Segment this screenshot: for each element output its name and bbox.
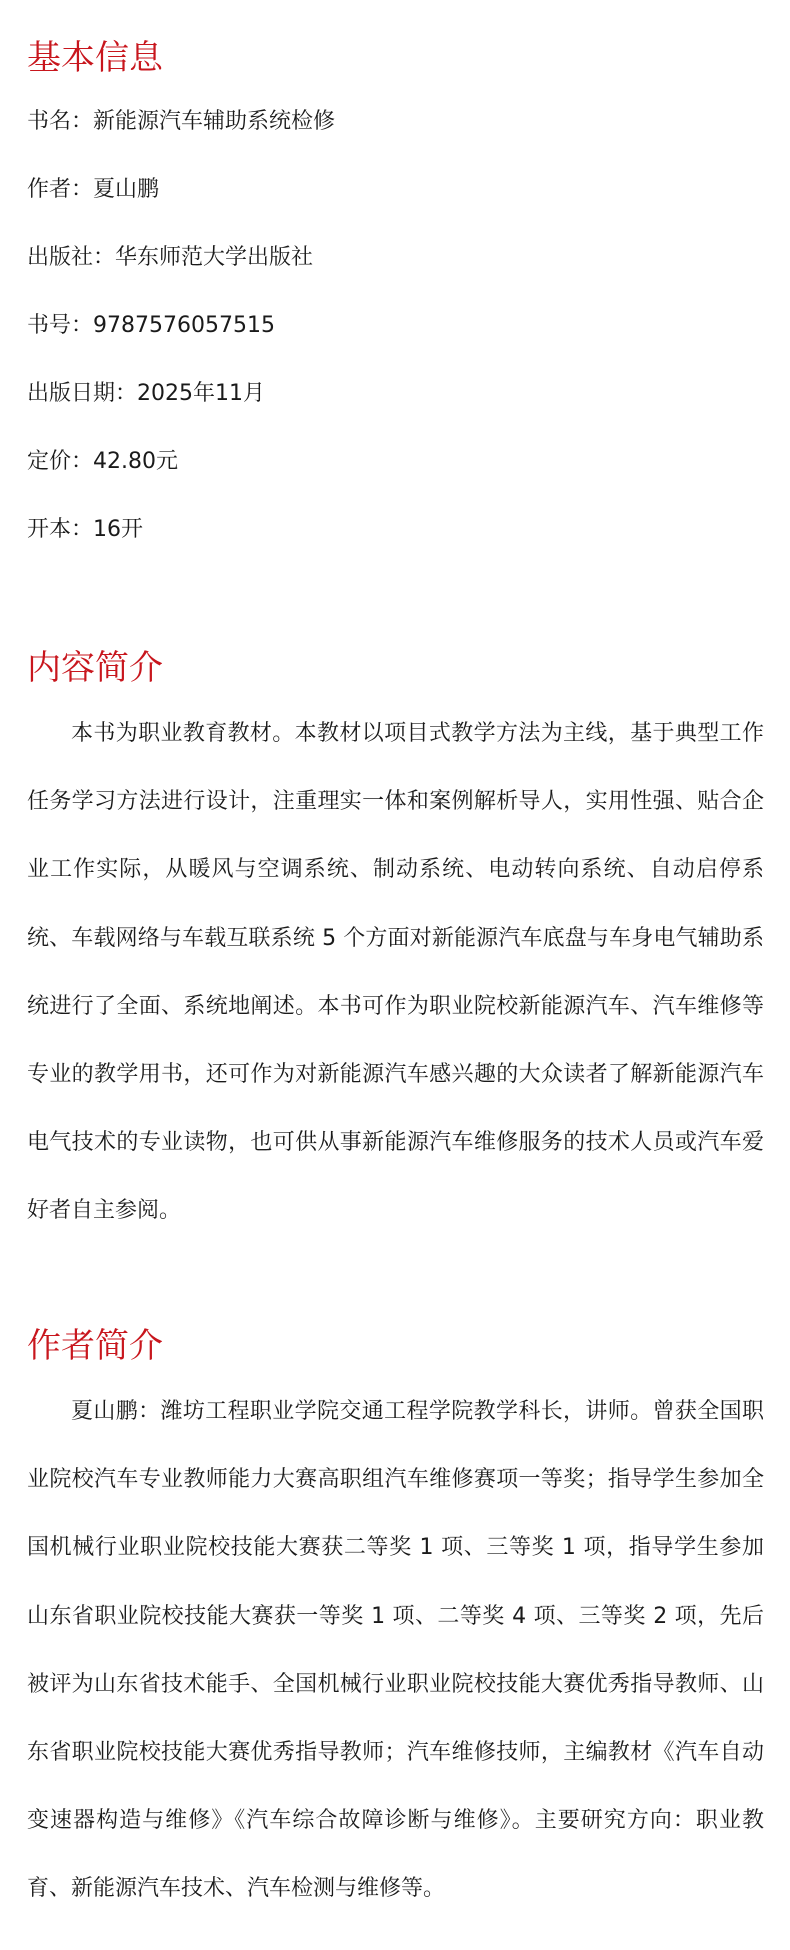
content-intro-paragraph: 本书为职业教育教材。本教材以项目式教学方法为主线，基于典型工作任务学习方法进行设计，注重理实一体和案例解析导人，实用性强、贴合企业工作实际，从暖风与空调系统、制动系统、电动转向系统、自动启停系统、车载网络与车载互联系统 5 个方面对新能源汽车底盘与车身电气辅助系统进行了全面、系统地阐述。本书可作为职业院校新能源汽车、汽车维修等专业的教学用书，还可作为对新能源汽车感兴趣的大众读者了解新能源汽车电气技术的专业读物，也可供从事新能源汽车维修服务的技术人员或汽车爱好者自主参阅。 <box>27 721 764 1224</box>
info-row-publish-date: 出版日期：2025年11月 <box>27 381 265 406</box>
author-intro-section <box>27 1316 764 1924</box>
info-row-format: 开本：16开 <box>27 517 143 542</box>
content-intro-section <box>27 638 764 1246</box>
basic-info-section <box>27 28 764 564</box>
info-row-isbn: 书号：9787576057515 <box>27 313 275 338</box>
info-row-publisher: 出版社：华东师范大学出版社 <box>27 245 314 270</box>
author-intro-heading: 作者简介 <box>27 1326 163 1366</box>
info-row-title: 书名：新能源汽车辅助系统检修 <box>27 109 336 134</box>
basic-info-list <box>27 88 764 564</box>
info-row-price: 定价：42.80元 <box>27 449 178 474</box>
content-intro-heading: 内容简介 <box>27 648 163 688</box>
author-intro-paragraph: 夏山鹏：潍坊工程职业学院交通工程学院教学科长，讲师。曾获全国职业院校汽车专业教师能力大赛高职组汽车维修赛项一等奖；指导学生参加全国机械行业职业院校技能大赛获二等奖 1 项、三等奖 1 项，指导学生参加山东省职业院校技能大赛获一等奖 1 项、二等奖 4 项、三等奖 2 项，先后被评为山东省技术能手、全国机械行业职业院校技能大赛优秀指导教师、山东省职业院校技能大赛优秀指导教师；汽车维修技师，主编教材《汽车自动变速器构造与维修》《汽车综合故障诊断与维修》。主要研究方向：职业教育、新能源汽车技术、汽车检测与维修等。 <box>27 1399 764 1902</box>
info-row-author: 作者：夏山鹏 <box>27 177 160 202</box>
basic-info-heading: 基本信息 <box>27 38 163 78</box>
